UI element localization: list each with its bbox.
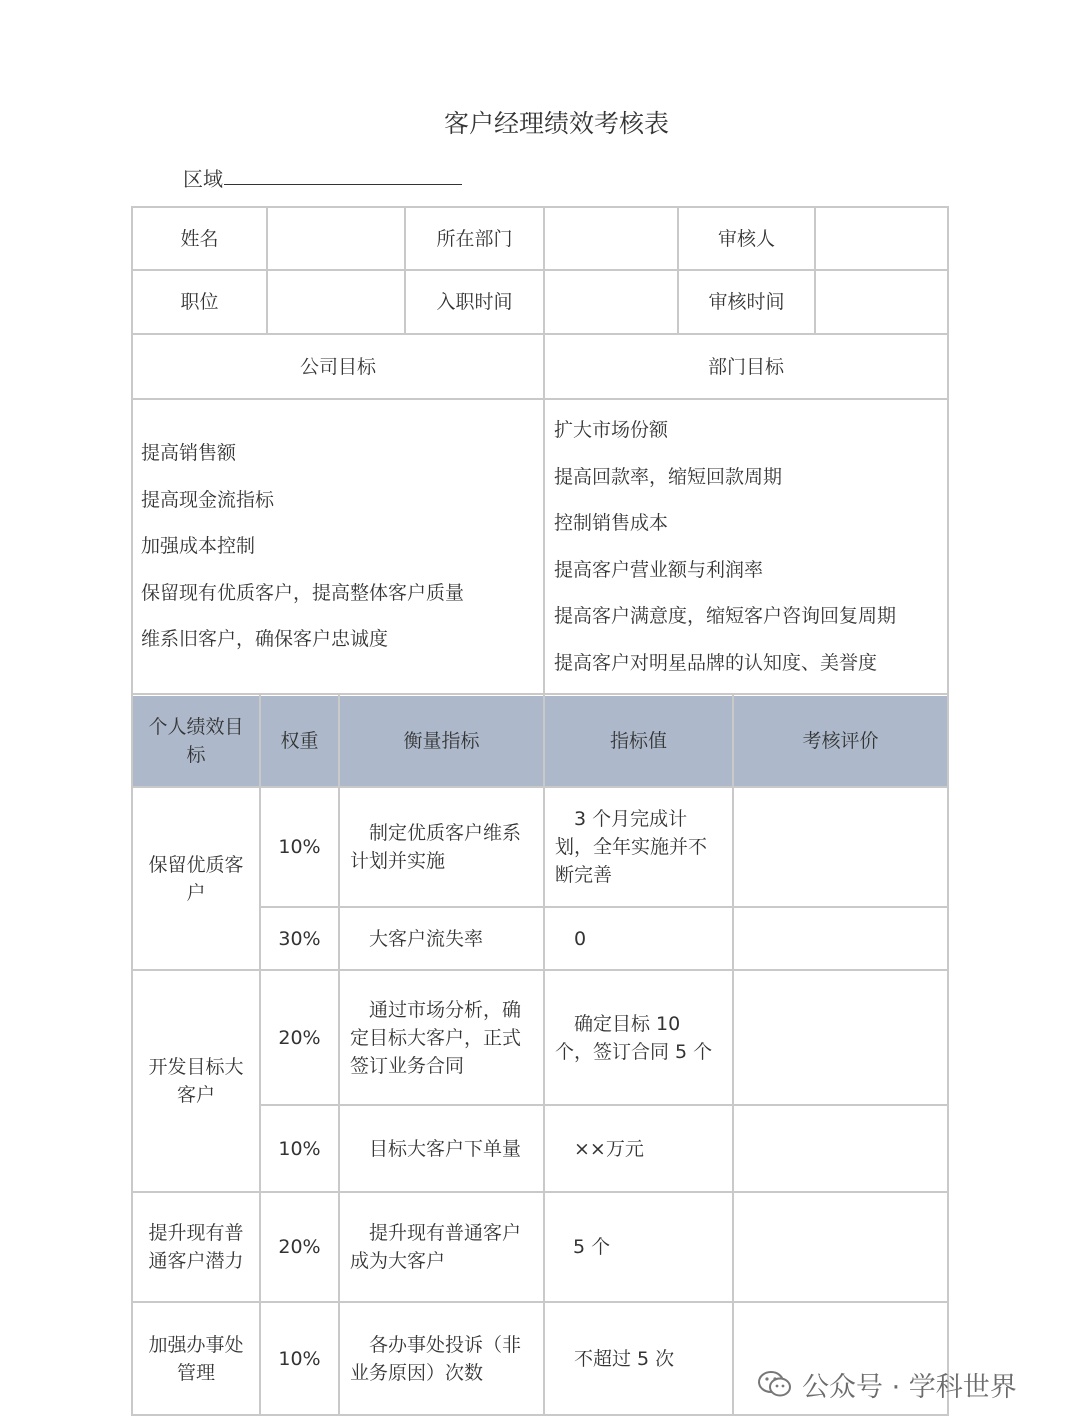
kpi-metric-cell: 提升现有普通客户成为大客户 <box>350 1222 522 1272</box>
company-goal-item: 提高销售额 <box>141 442 237 464</box>
company-goal-item: 提高现金流指标 <box>141 488 275 511</box>
region-label: 区域 <box>183 167 223 191</box>
name-field[interactable] <box>268 208 404 269</box>
company-goal-item: 保留现有优质客户，提高整体客户质量 <box>141 581 465 604</box>
kpi-evaluation-field[interactable] <box>734 1106 947 1191</box>
dept-goal-item: 提高客户营业额与利润率 <box>554 558 764 581</box>
kpi-evaluation-field[interactable] <box>734 908 947 969</box>
review-date-label: 审核时间 <box>708 291 785 313</box>
kpi-evaluation-field[interactable] <box>734 1193 947 1301</box>
company-goal-item: 加强成本控制 <box>141 535 256 557</box>
company-goal-item: 维系旧客户，确保客户忠诚度 <box>141 628 389 650</box>
kpi-col-value: 指标值 <box>609 729 667 752</box>
review-date-field[interactable] <box>816 271 947 333</box>
dept-label: 所在部门 <box>436 227 513 250</box>
kpi-col-metric: 衡量指标 <box>403 729 480 752</box>
dept-goals-heading: 部门目标 <box>707 355 784 378</box>
kpi-value-cell: 不超过 5 次 <box>555 1347 675 1370</box>
form-title: 客户经理绩效考核表 <box>443 109 669 138</box>
grid-line <box>947 206 949 1416</box>
dept-field[interactable] <box>545 208 677 269</box>
kpi-weight-cell: 10% <box>278 1347 321 1370</box>
kpi-evaluation-field[interactable] <box>734 971 947 1104</box>
watermark-text: 公众号 · 学科世界 <box>802 1371 1017 1403</box>
kpi-weight-cell: 10% <box>278 836 321 858</box>
kpi-goal-cell: 保留优质客户 <box>148 853 244 904</box>
reviewer-field[interactable] <box>816 208 947 269</box>
reviewer-label: 审核人 <box>717 227 775 250</box>
watermark <box>758 1366 1017 1402</box>
dept-goal-item: 提高回款率，缩短回款周期 <box>554 465 783 488</box>
position-field[interactable] <box>268 271 404 333</box>
kpi-metric-cell: 大客户流失率 <box>350 927 484 950</box>
kpi-metric-cell: 通过市场分析，确定目标大客户，正式签订业务合同 <box>350 998 522 1077</box>
kpi-weight-cell: 20% <box>278 1236 321 1258</box>
region-input-line[interactable] <box>224 184 462 185</box>
kpi-col-weight: 权重 <box>280 729 319 752</box>
kpi-metric-cell: 各办事处投诉（非业务原因）次数 <box>350 1333 522 1384</box>
dept-goal-item: 扩大市场份额 <box>554 419 669 441</box>
name-label: 姓名 <box>180 227 219 250</box>
dept-goal-item: 提高客户对明星品牌的认知度、美誉度 <box>554 651 878 674</box>
kpi-col-evaluation: 考核评价 <box>802 729 879 752</box>
kpi-metric-cell: 目标大客户下单量 <box>350 1137 522 1160</box>
kpi-value-cell: 3 个月完成计划，全年实施并不断完善 <box>555 808 708 886</box>
kpi-value-cell: 0 <box>555 927 587 950</box>
company-goals-heading: 公司目标 <box>299 355 376 378</box>
kpi-metric-cell: 制定优质客户维系计划并实施 <box>350 822 522 872</box>
company-goals-list <box>141 430 464 663</box>
join-date-field[interactable] <box>545 271 677 333</box>
join-date-label: 入职时间 <box>436 291 513 313</box>
dept-goal-item: 控制销售成本 <box>554 512 669 534</box>
kpi-evaluation-field[interactable] <box>734 788 947 906</box>
kpi-value-cell: 确定目标 10 个，签订合同 5 个 <box>555 1012 713 1063</box>
kpi-weight-cell: 10% <box>278 1137 321 1160</box>
grid-line <box>131 398 949 400</box>
kpi-goal-cell: 加强办事处管理 <box>148 1333 244 1384</box>
dept-goal-item: 提高客户满意度，缩短客户咨询回复周期 <box>554 605 897 627</box>
kpi-goal-cell: 提升现有普通客户潜力 <box>148 1222 244 1272</box>
kpi-weight-cell: 30% <box>278 927 321 950</box>
kpi-weight-cell: 20% <box>278 1026 321 1049</box>
wechat-icon <box>758 1370 792 1398</box>
kpi-goal-cell: 开发目标大客户 <box>148 1056 244 1106</box>
grid-line <box>131 1414 949 1416</box>
position-label: 职位 <box>180 291 219 313</box>
kpi-col-goal: 个人绩效目标 <box>148 715 244 766</box>
dept-goals-list <box>554 407 896 686</box>
kpi-value-cell: ××万元 <box>555 1137 644 1160</box>
kpi-value-cell: 5 个 <box>573 1236 611 1258</box>
